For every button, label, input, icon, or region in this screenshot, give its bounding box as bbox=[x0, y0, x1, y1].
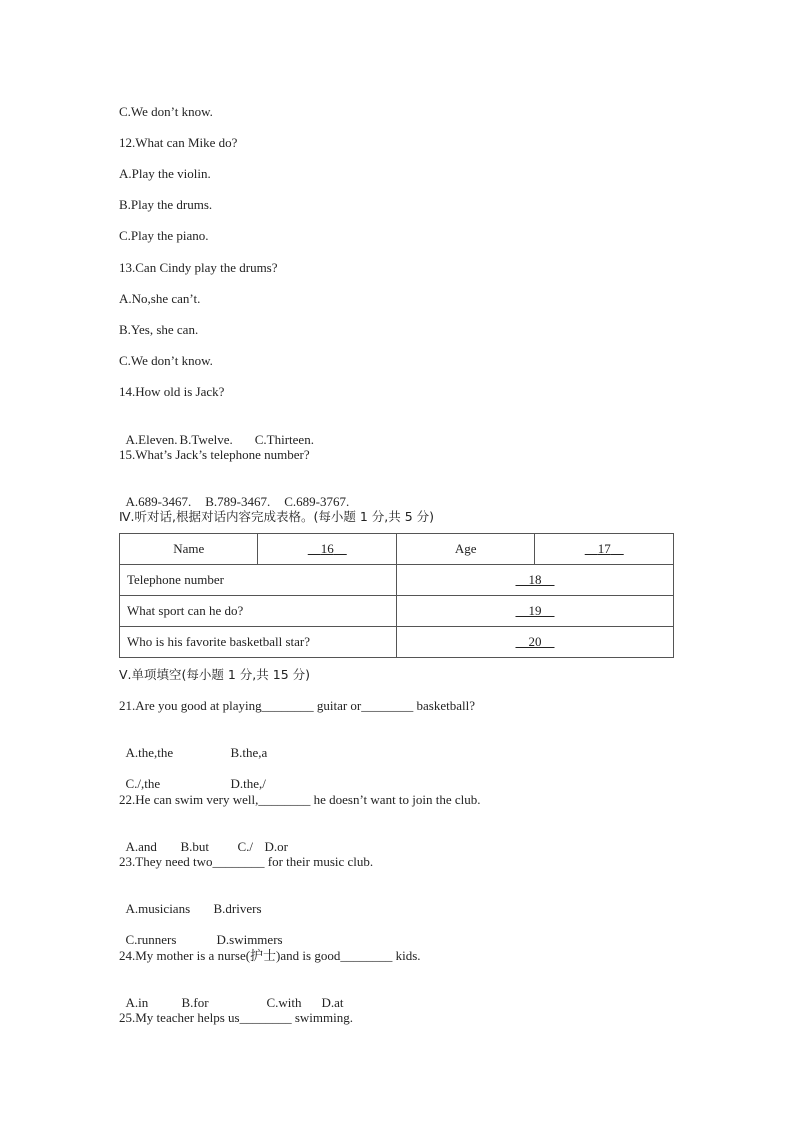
q21-option-d: D.the,/ bbox=[230, 776, 266, 791]
q21-option-a: A.the,the bbox=[125, 745, 174, 760]
q23-option-d: D.swimmers bbox=[216, 932, 283, 947]
blank-number: 20 bbox=[528, 634, 542, 649]
sport-label: What sport can he do? bbox=[120, 596, 397, 627]
q12-stem: 12.What can Mike do? bbox=[119, 135, 238, 150]
q23-option-b: B.drivers bbox=[213, 901, 262, 916]
q12-option-c: C.Play the piano. bbox=[119, 228, 209, 243]
q15-options bbox=[119, 478, 349, 510]
q13-stem: 13.Can Cindy play the drums? bbox=[119, 260, 278, 275]
q21-option-c: C./,the bbox=[125, 776, 161, 791]
q14-option-c: C.Thirteen. bbox=[254, 432, 314, 447]
q15-option-c: C.689-3767. bbox=[284, 494, 350, 509]
q23-stem: 23.They need two________ for their music club. bbox=[119, 854, 374, 869]
q23-options-row2 bbox=[119, 916, 283, 948]
blank-18 bbox=[516, 572, 555, 587]
age-blank bbox=[535, 534, 674, 565]
blank-17 bbox=[585, 541, 624, 556]
q21-options-row1 bbox=[119, 729, 267, 761]
q24-options bbox=[119, 979, 344, 1011]
q21-options-row2 bbox=[119, 760, 266, 792]
q13-option-a: A.No,she can’t. bbox=[119, 291, 201, 306]
phone-label: Telephone number bbox=[120, 565, 397, 596]
age-label: Age bbox=[397, 534, 535, 565]
q12-option-b: B.Play the drums. bbox=[119, 197, 213, 212]
blank-number: 16 bbox=[320, 541, 334, 556]
q12-option-a: A.Play the violin. bbox=[119, 166, 211, 181]
blank-number: 19 bbox=[528, 603, 542, 618]
table-row bbox=[120, 534, 674, 565]
name-label: Name bbox=[120, 534, 258, 565]
phone-blank bbox=[397, 565, 674, 596]
star-label: Who is his favorite basketball star? bbox=[120, 627, 397, 658]
blank-number: 17 bbox=[597, 541, 611, 556]
q22-option-d: D.or bbox=[264, 839, 288, 854]
q11-option-c: C.We don’t know. bbox=[119, 104, 213, 119]
q24-option-b: B.for bbox=[181, 995, 209, 1010]
answer-table bbox=[119, 533, 674, 658]
q13-option-b: B.Yes, she can. bbox=[119, 322, 199, 337]
q15-option-a: A.689-3467. bbox=[125, 494, 192, 509]
q23-options-row1 bbox=[119, 885, 262, 917]
q21-option-b: B.the,a bbox=[230, 745, 268, 760]
q24-stem: 24.My mother is a nurse(护士)and is good________ kids. bbox=[119, 948, 421, 963]
q23-option-c: C.runners bbox=[125, 932, 177, 947]
section-4-heading: Ⅳ.听对话,根据对话内容完成表格。(每小题 1 分,共 5 分) bbox=[119, 509, 435, 524]
blank-number: 18 bbox=[528, 572, 542, 587]
q24-option-a: A.in bbox=[125, 995, 149, 1010]
q21-stem: 21.Are you good at playing________ guitar or________ basketball? bbox=[119, 698, 475, 713]
star-blank bbox=[397, 627, 674, 658]
q22-options bbox=[119, 823, 288, 855]
section-5-heading: Ⅴ.单项填空(每小题 1 分,共 15 分) bbox=[119, 667, 311, 682]
q14-option-b: B.Twelve. bbox=[179, 432, 233, 447]
q24-option-d: D.at bbox=[321, 995, 344, 1010]
q15-stem: 15.What’s Jack’s telephone number? bbox=[119, 447, 310, 462]
sport-blank bbox=[397, 596, 674, 627]
q25-stem: 25.My teacher helps us________ swimming. bbox=[119, 1010, 353, 1025]
q22-option-b: B.but bbox=[180, 839, 210, 854]
q14-stem: 14.How old is Jack? bbox=[119, 384, 225, 399]
q22-stem: 22.He can swim very well,________ he doesn’t want to join the club. bbox=[119, 792, 481, 807]
blank-16 bbox=[308, 541, 347, 556]
q13-option-c: C.We don’t know. bbox=[119, 353, 213, 368]
name-blank bbox=[258, 534, 397, 565]
q14-option-a: A.Eleven. bbox=[125, 432, 178, 447]
q24-option-c: C.with bbox=[266, 995, 302, 1010]
blank-19 bbox=[516, 603, 555, 618]
q23-option-a: A.musicians bbox=[125, 901, 191, 916]
table-row bbox=[120, 627, 674, 658]
q15-option-b: B.789-3467. bbox=[205, 494, 271, 509]
table-row bbox=[120, 565, 674, 596]
q14-options bbox=[119, 416, 314, 448]
q22-option-c: C./ bbox=[237, 839, 254, 854]
blank-20 bbox=[516, 634, 555, 649]
table-row bbox=[120, 596, 674, 627]
q22-option-a: A.and bbox=[125, 839, 157, 854]
